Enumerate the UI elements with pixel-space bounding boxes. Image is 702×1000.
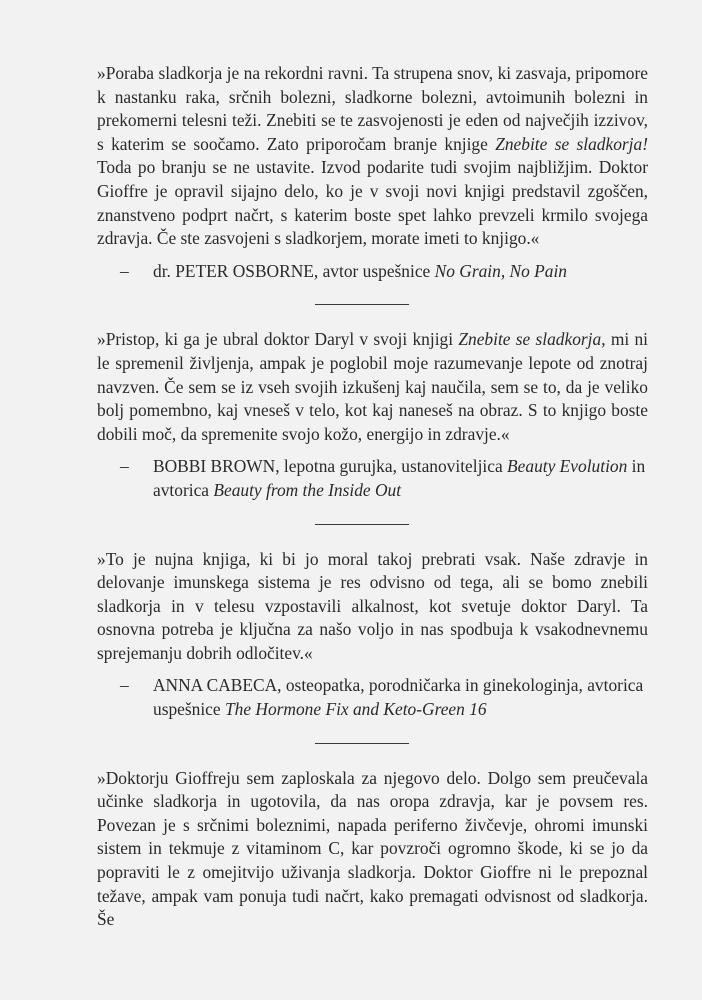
- attribution-text: ANNA CABECA, osteopatka, porodničarka in ginekologinja, avtorica uspešnice: [153, 675, 644, 720]
- separator-rule: [315, 304, 409, 305]
- separator-rule: [315, 743, 409, 744]
- attribution-dash: –: [120, 675, 129, 696]
- endorsement-quote: [97, 767, 648, 932]
- attribution-book-title: Beauty Evolution: [507, 456, 628, 477]
- quote-text: »To je nujna knjiga, ki bi jo moral takoj prebrati vsak. Naše zdravje in delovanje imunskega sistema je res odvisno od tega, ali se bomo znebili sladkorja in v telesu vzpostavili alkalnost, kot svetuje doktor Daryl. Ta osnovna potreba je ključna za našo voljo in nas spodbuja k vsakodnevnemu sprejemanju dobrih odločitev.«: [97, 548, 648, 663]
- attribution-book-title: Beauty from the Inside Out: [213, 479, 402, 500]
- attribution-dash: –: [120, 456, 129, 477]
- endorsement-attribution: [97, 260, 648, 284]
- text-column: [97, 62, 648, 932]
- endorsement-attribution: [97, 455, 648, 502]
- quote-text: Toda po branju se ne ustavite. Izvod podarite tudi svojim najbližjim. Doktor Gioffre je opravil sijajno delo, ko je v svoji novi knjigi predstavil zgoščen, znanstveno podprt načrt, s katerim boste spet lahko prevzeli krmilo svojega zdravja. Če ste zasvojeni s sladkorjem, morate imeti to knjigo.«: [97, 157, 648, 249]
- quote-text: »Doktorju Gioffreju sem zaploskala za njegovo delo. Dolgo sem preučevala učinke sladkorja in ugotovila, da nas oropa zdravja, kar je povsem res. Povezan je s srčnimi boleznimi, napada periferno živčevje, ohromi imunski sistem in tekmuje z vitaminom C, kar povzroči ogromno škode, ki se jo da popraviti le z omejitvijo uživanja sladkorja. Doktor Gioffre ni le prepoznal težave, ampak vam ponuja tudi načrt, kako premagati odvisnost od sladkorja. Še: [97, 767, 648, 930]
- endorsement-quote: [97, 548, 648, 666]
- endorsement-attribution: [97, 674, 648, 721]
- separator-rule: [315, 524, 409, 525]
- book-title: Znebite se sladkorja: [458, 329, 602, 350]
- attribution-text: BOBBI BROWN, lepotna gurujka, ustanoviteljica: [153, 456, 508, 477]
- endorsement-quote: [97, 328, 648, 446]
- attribution-book-title: No Grain, No Pain: [434, 260, 567, 281]
- attribution-dash: –: [120, 260, 129, 281]
- quote-text: »Poraba sladkorja je na rekordni ravni. Ta strupena snov, ki zasvaja, pripomore k nastanku raka, srčnih bolezni, sladkorne bolezni, avtoimunih bolezni in prekomerni telesni teži. Znebiti se te zasvojenosti je eden od največjih izzivov, s katerim se soočamo. Zato priporočam branje knjige: [97, 63, 648, 154]
- endorsement-quote: [97, 62, 648, 251]
- quote-text: »Pristop, ki ga je ubral doktor Daryl v svoji knjigi: [97, 329, 459, 350]
- book-title: Znebite se sladkorja!: [495, 133, 649, 154]
- attribution-book-title: The Hormone Fix and Keto-Green 16: [224, 699, 487, 720]
- quote-text: , mi ni le spremenil življenja, ampak je poglobil moje razumevanje lepote od znotraj navzven. Če sem se iz vseh svojih izkušenj kaj naučila, sem se to, da je veliko bolj pomembno, kaj vneseš v telo, kot kaj naneseš na obraz. S to knjigo boste dobili moč, da spremenite svojo kožo, energijo in zdravje.«: [97, 329, 648, 444]
- attribution-text: in avtorica: [153, 456, 646, 500]
- attribution-text: dr. PETER OSBORNE, avtor uspešnice: [153, 260, 435, 281]
